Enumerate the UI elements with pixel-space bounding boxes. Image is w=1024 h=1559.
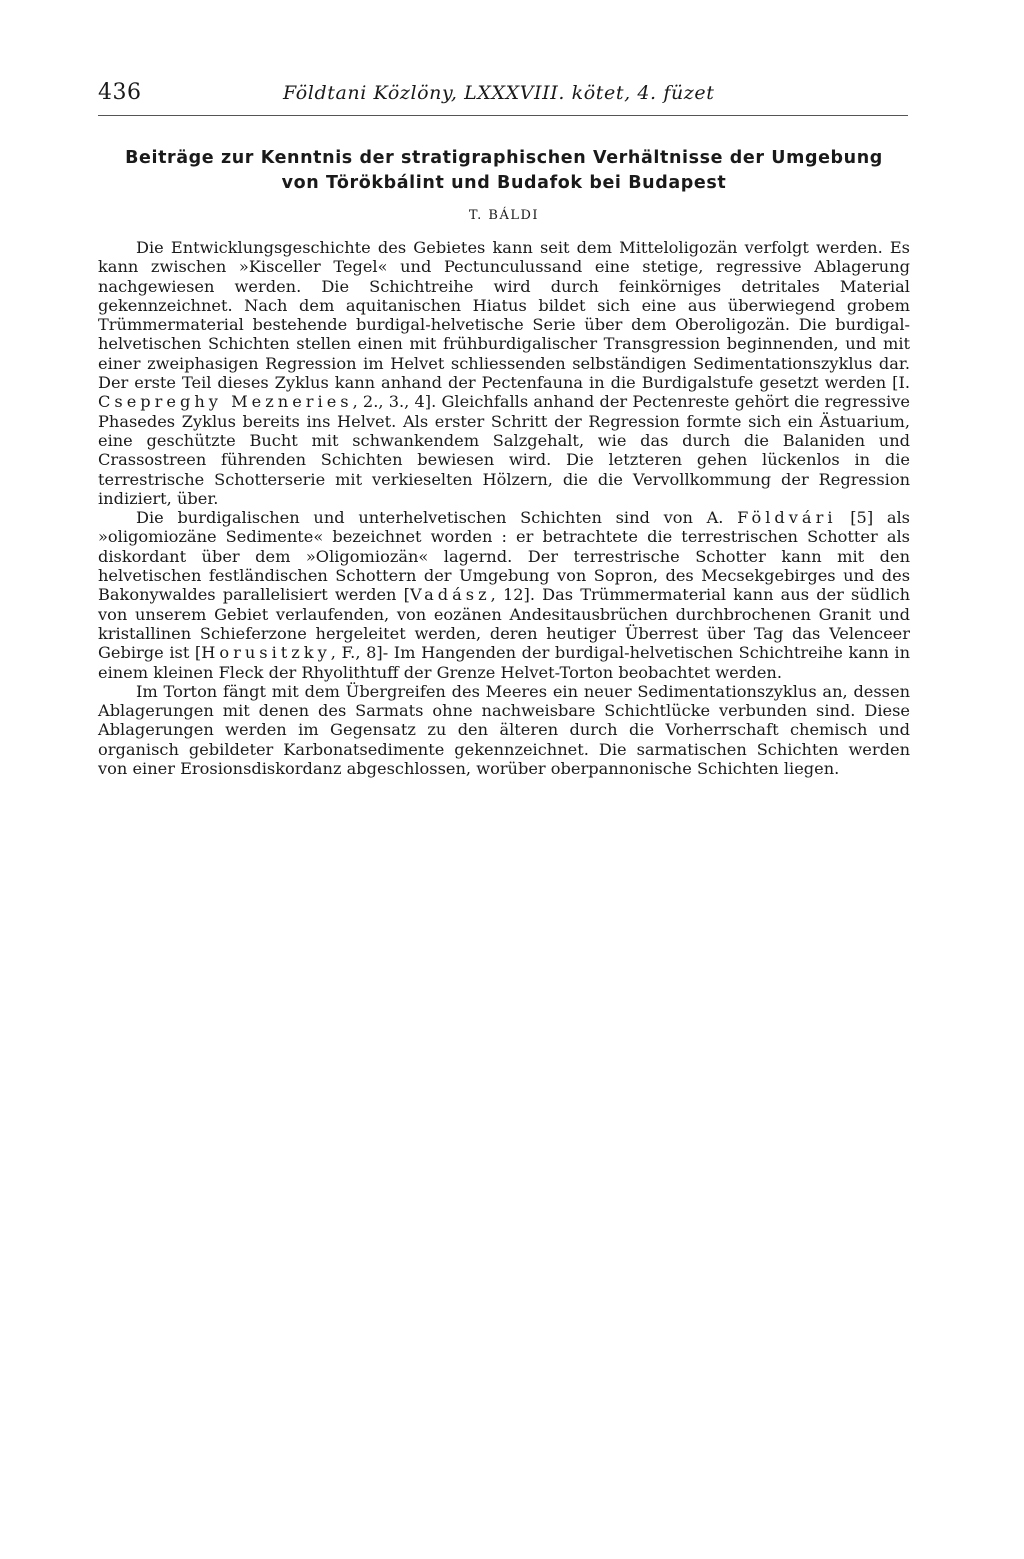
paragraph-text: , 2., 3., 4]. Gleichfalls anhand der Pectenreste gehört die regressive Phasedes Zyklus bereits ins Helvet. Als erster Schritt der Regression formte sich ein Ästuarium, eine geschützte Bucht mit schwankendem Salzgehalt, wie das durch die Balaniden und Crassostreen führenden Schichten bewiesen wird. Die letzteren gehen lückenlos in die terrestrische Schotterserie mit verkieselten Hölzern, die die Vervollkommung der Regression indiziert, über.: [98, 392, 910, 508]
article-body: [98, 238, 910, 778]
author-citation: Földvári: [737, 508, 837, 528]
body-paragraph: Im Torton fängt mit dem Übergreifen des Meeres ein neuer Sedimentationszyklus an, dessen Ablagerungen mit denen des Sarmats ohne nachweisbare Schichtlücke verbunden sind. Diese Ablagerungen werden im Gegensatz zu den älteren durch die Vorherrschaft chemisch und organisch gebildeter Karbonatsedimente gekennzeichnet. Die sarmatischen Schichten werden von einer Erosionsdiskordanz abgeschlossen, worüber oberpannonische Schichten liegen.: [98, 681, 910, 779]
article-title: [98, 146, 910, 196]
paragraph-text: Die Entwicklungsgeschichte des Gebietes kann seit dem Mitteloligozän verfolgt werden. Es kann zwischen »Kisceller Tegel« und Pectunculussand eine stetige, regressive Ablagerung nachgewiesen werden. Die Schichtreihe wird durch feinkörniges detritales Material gekennzeichnet. Nach dem aquitanischen Hiatus bildet sich eine aus überwiegend grobem Trümmermaterial bestehende burdigal-helvetische Serie über dem Oberoligozän. Die burdigal-helvetischen Schichten stellen einen mit frühburdigalischer Transgression beginnenden, und mit einer zweiphasigen Regression im Helvet schliessenden selbständigen Sedimentationszyklus dar. Der erste Teil dieses Zyklus kann anhand der Pectenfauna in die Burdigalstufe gesetzt werden [I.: [98, 238, 910, 393]
author-citation: Vadász: [409, 585, 491, 605]
article-title-line: Beiträge zur Kenntnis der stratigraphischen Verhältnisse der Umgebung: [125, 148, 883, 168]
paragraph-text: Die burdigalischen und unterhelvetischen Schichten sind von A.: [136, 508, 738, 528]
author-citation: Horusitzky: [201, 643, 331, 663]
paragraph-text: [5] als »oligomiozäne Sedimente« bezeichnet worden : er betrachtete die terrestrischen Schotter als diskordant über dem »Oligomiozän« lagernd. Der terrestrische Schotter kann mit den helvetischen festländischen Schottern der Umgebung von Sopron, des Mecsekgebirges und des Bakonywaldes parallelisiert werden [: [98, 508, 910, 605]
article-title-line: von Törökbálint und Budafok bei Budapest: [281, 173, 727, 193]
body-paragraph: [98, 238, 910, 508]
journal-reference: Földtani Közlöny, LXXXVIII. kötet, 4. füzet: [283, 82, 715, 104]
running-header: [98, 80, 906, 114]
paragraph-text: , 12]. Das Trümmermaterial kann aus der südlich von unserem Gebiet verlaufenden, von eozänen Andesitausbrüchen durchbrochenen Granit und kristallinen Schieferzone hergeleitet werden, deren heutiger Überrest über Tag das Velenceer Gebirge ist [: [98, 585, 910, 663]
body-paragraph: [98, 508, 910, 682]
header-rule: [98, 115, 908, 116]
article-author: T. BÁLDI: [468, 208, 540, 223]
paragraph-text: , F., 8]- Im Hangenden der burdigal-helvetischen Schichtreihe kann in einem kleinen Fleck der Rhyolithtuff der Grenze Helvet-Torton beobachtet werden.: [98, 643, 910, 682]
page-number: 436: [98, 80, 142, 105]
author-citation: Csepreghy Mezneries: [98, 392, 353, 412]
